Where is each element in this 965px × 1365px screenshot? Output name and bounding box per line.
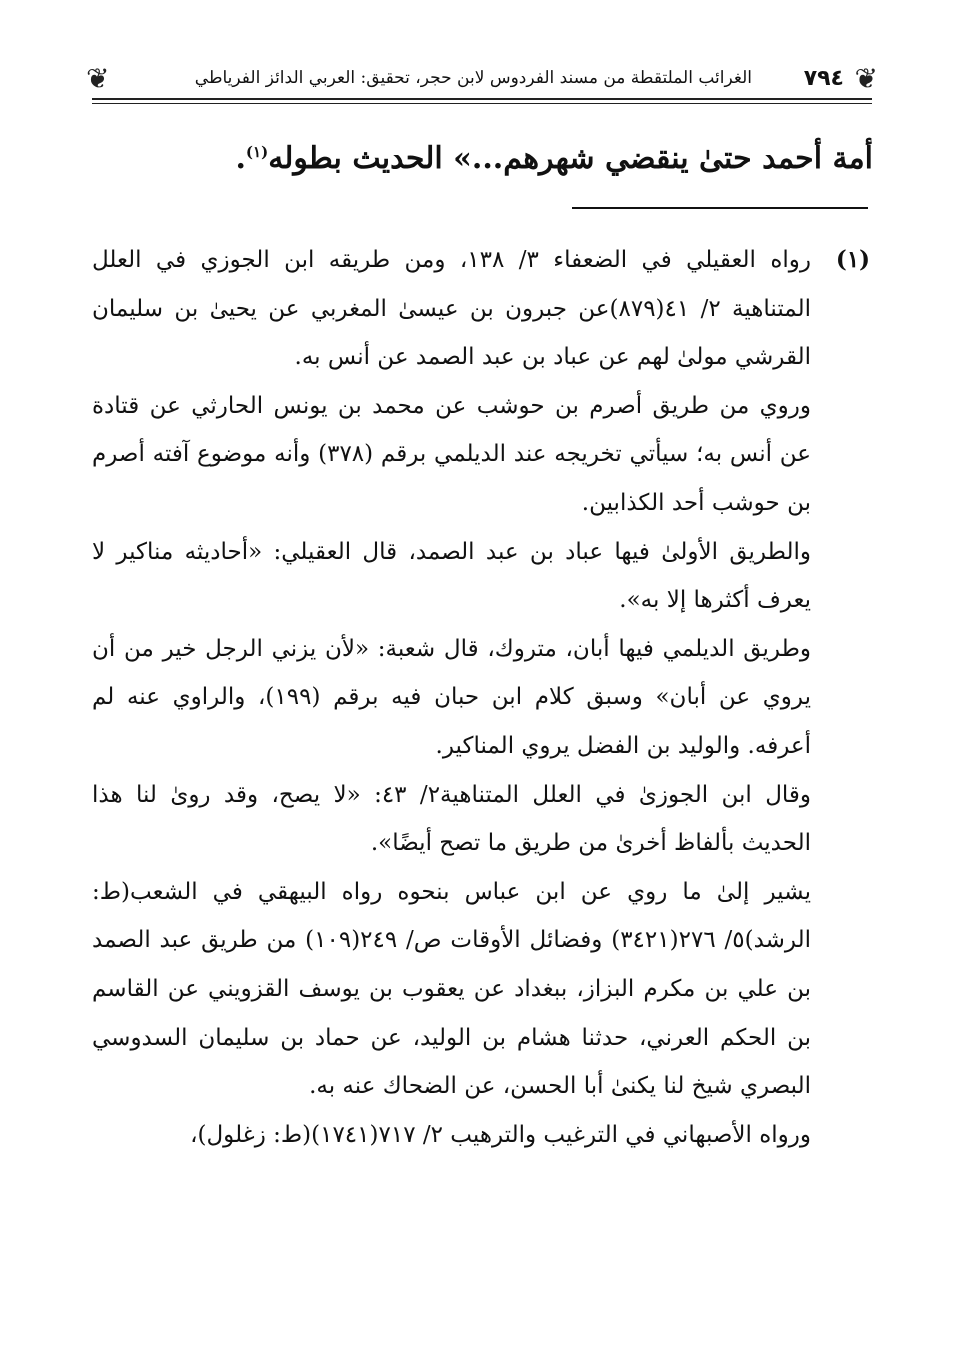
- footnote-separator: [572, 207, 868, 209]
- ornament-icon-left: ❦: [86, 62, 110, 95]
- main-text-body: أمة أحمد حتىٰ ينقضي شهرهم...» الحديث بطوله: [268, 141, 873, 176]
- page-header: [86, 58, 878, 108]
- footnote-reference[interactable]: (١): [245, 143, 269, 161]
- footnote-paragraph: وطريق الديلمي فيها أبان، متروك، قال شعبة: «لأن يزني الرجل خير من أن يروي عن أبان» وسبق كلام ابن حبان فيه برقم (١٩٩)، والراوي عنه لم أعرفه. والوليد بن الفضل يروي المناكير.: [92, 635, 811, 759]
- running-title: الغرائب الملتقطة من مسند الفردوس لابن حجر، تحقيق: العربي الدائز الفرياطي: [194, 68, 752, 88]
- footnote-paragraph: وقال ابن الجوزىٰ في العلل المتناهية٢/ ٤٣: «لا يصح، وقد روىٰ لنا هذا الحديث بألفاظ أخرىٰ من طريق ما تصح أيضًا».: [92, 781, 812, 857]
- footnote-body: [92, 236, 811, 1159]
- footnote-paragraph: ورواه الأصبهاني في الترغيب والترهيب ٢/ ٧١٧(١٧٤١)(ط: زغلول)،: [190, 1121, 811, 1148]
- footnote-paragraph: رواه العقيلي في الضعفاء ٣/ ١٣٨، ومن طريقه ابن الجوزي في العلل المتناهية ٢/ ٤١(٨٧٩)عن جبرون بن عيسىٰ المغربي عن يحيىٰ بن سليمان القرشي مولىٰ لهم عن عباد بن عبد الصمد عن أنس به.: [92, 247, 811, 371]
- footnote-paragraph: وروي من طريق أصرم بن حوشب عن محمد بن يونس الحارثي عن قتادة عن أنس به؛ سيأتي تخريجه عند الديلمي برقم (٣٧٨) وأنه موضوع آفته أصرم بن حوشب أحد الكذابين.: [92, 392, 811, 516]
- main-text: [60, 130, 873, 181]
- header-rule-thin: [92, 103, 872, 104]
- footnote-number: (١): [835, 246, 871, 273]
- footnote-paragraph: والطريق الأولىٰ فيها عباد بن عبد الصمد، قال العقيلي: «أحاديثه مناكير لا يعرف أكثرها إلا به».: [92, 538, 811, 614]
- footnote-paragraph: يشير إلىٰ ما روي عن ابن عباس بنحوه رواه البيهقي في الشعب(ط: الرشد)٥/ ٢٧٦(٣٤٢١) وفضائل الأوقات ص/ ٢٤٩(١٠٩) من طريق عبد الصمد بن علي بن مكرم البزاز، ببغداد عن يعقوب بن يوسف القزويني عن القاسم بن الحكم العرني، حدثنا هشام بن الوليد، عن حماد بن سليمان السدوسي البصري شيخ لنا يكنىٰ أبا الحسن، عن الضحاك عنه به.: [92, 878, 812, 1100]
- ornament-icon-right: ❦: [854, 62, 878, 95]
- header-rule: [92, 98, 872, 100]
- footnote-block: [92, 236, 873, 1159]
- main-text-end: .: [235, 141, 246, 176]
- page-number: ٧٩٤: [803, 66, 844, 91]
